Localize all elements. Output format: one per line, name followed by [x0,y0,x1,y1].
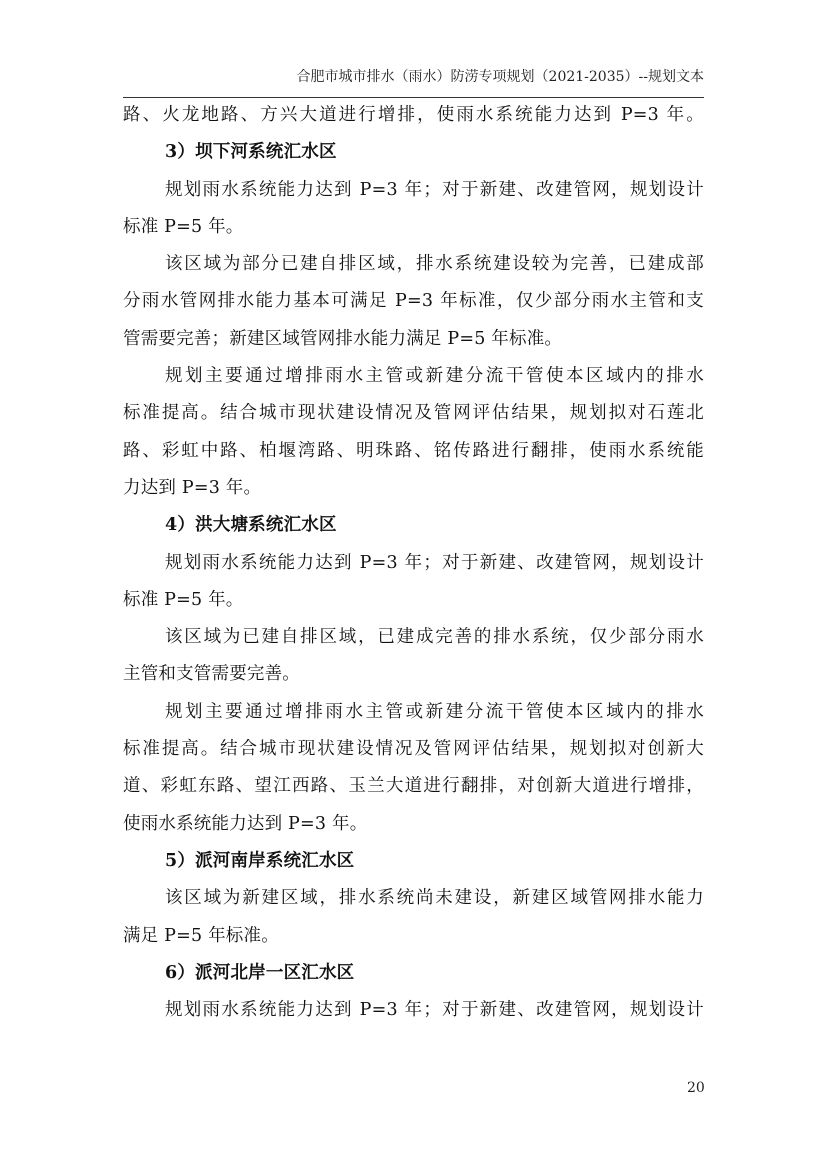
page-header-title: 合肥市城市排水（雨水）防涝专项规划（2021-2035）--规划文本 [296,69,704,85]
paragraph-line: 规划雨水系统能力达到 P=3 年；对于新建、改建管网，规划设计 [165,1000,704,1021]
paragraph-line: 规划雨水系统能力达到 P=3 年；对于新建、改建管网，规划设计 [165,179,704,200]
paragraph-line: 标准 P=5 年。 [123,216,244,237]
section-heading: 4）洪大塘系统汇水区 [165,515,337,536]
paragraph-line: 规划主要通过增排雨水主管或新建分流干管使本区域内的排水 [165,701,704,722]
section-heading: 6）派河北岸一区汇水区 [165,962,355,983]
paragraph-line: 分雨水管网排水能力基本可满足 P=3 年标准，仅少部分雨水主管和支 [123,291,704,312]
document-body [123,97,704,1029]
paragraph-line: 力达到 P=3 年。 [123,477,262,498]
paragraph-line: 管需要完善；新建区域管网排水能力满足 P=5 年标准。 [123,328,563,349]
paragraph-line: 该区域为部分已建自排区域，排水系统建设较为完善，已建成部 [165,254,704,275]
paragraph-line: 规划主要通过增排雨水主管或新建分流干管使本区域内的排水 [165,366,704,387]
paragraph-line: 使雨水系统能力达到 P=3 年。 [123,813,368,834]
paragraph-line: 该区域为已建自排区域，已建成完善的排水系统，仅少部分雨水 [165,627,704,648]
section-heading: 5）派河南岸系统汇水区 [165,850,355,871]
paragraph-line: 道、彩虹东路、望江西路、玉兰大道进行翻排，对创新大道进行增排， [123,776,704,797]
paragraph-line: 标准 P=5 年。 [123,589,244,610]
section-heading: 3）坝下河系统汇水区 [165,142,337,163]
paragraph-line: 标准提高。结合城市现状建设情况及管网评估结果，规划拟对创新大 [123,739,704,760]
page-number: 20 [687,1080,705,1096]
paragraph-line: 满足 P=5 年标准。 [123,925,279,946]
paragraph-line: 路、彩虹中路、柏堰湾路、明珠路、铭传路进行翻排，使雨水系统能 [123,440,704,461]
paragraph-line: 该区域为新建区域，排水系统尚未建设，新建区域管网排水能力 [165,888,704,909]
paragraph-line: 标准提高。结合城市现状建设情况及管网评估结果，规划拟对石莲北 [123,403,704,424]
paragraph-line: 主管和支管需要完善。 [123,664,300,685]
paragraph-line: 路、火龙地路、方兴大道进行增排，使雨水系统能力达到 P=3 年。 [123,105,704,125]
paragraph-line: 规划雨水系统能力达到 P=3 年；对于新建、改建管网，规划设计 [165,552,704,573]
